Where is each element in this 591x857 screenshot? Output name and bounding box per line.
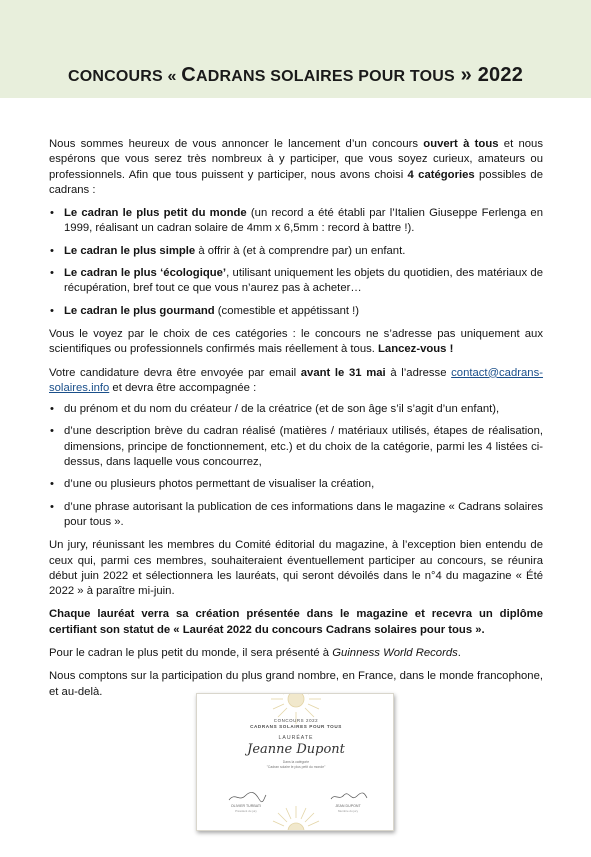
intro-paragraph bbox=[49, 137, 543, 198]
deadline: avant le 31 mai bbox=[300, 366, 386, 379]
category-desc: à offrir à (et à comprendre par) un enfant. bbox=[195, 244, 406, 257]
requirements-list bbox=[49, 402, 543, 530]
intro-text-3: possibles de cadrans : bbox=[49, 168, 543, 196]
submission-text-3: et devra être accompagnée : bbox=[109, 381, 257, 394]
requirement-item: • d’une ou plusieurs photos permettant de visualiser la création, bbox=[49, 477, 543, 492]
laureate-paragraph bbox=[49, 607, 543, 638]
audience-paragraph bbox=[49, 327, 543, 358]
category-item bbox=[49, 206, 543, 237]
audience-bold: Lancez-vous ! bbox=[378, 343, 454, 356]
intro-text-1: Nous sommes heureux de vous annoncer le lancement d’un concours bbox=[49, 138, 424, 150]
signature-left-name: OLIVIER TURBATI bbox=[230, 804, 262, 808]
email-link[interactable]: contact@cadrans-solaires.info bbox=[49, 366, 543, 394]
certificate-small-1: Dans la catégorie bbox=[282, 760, 310, 764]
guinness-paragraph bbox=[49, 646, 543, 661]
category-item bbox=[49, 266, 543, 297]
category-desc: (un record a été établi par l’Italien Giuseppe Ferlenga en 1999, réalisant un cadran solaire de 4mm x 6,5mm : record à battre !). bbox=[64, 207, 543, 235]
guinness-name: Guinness World Records bbox=[332, 647, 458, 660]
submission-paragraph bbox=[49, 366, 543, 397]
intro-text-2: et nous espérons que vous serez très nombreux à y participer, que vous soyez curieux, amateurs ou professionnels. Afin que tous puissent y participer, nous avons choisi bbox=[49, 138, 543, 181]
category-desc: (comestible et appétissant !) bbox=[214, 304, 360, 317]
signature-left-role: Président du jury bbox=[235, 809, 257, 813]
category-name: Le cadran le plus ‘écologique’ bbox=[64, 267, 227, 280]
submission-text-2: à l’adresse bbox=[385, 366, 452, 379]
category-name: Le cadran le plus simple bbox=[64, 244, 196, 257]
signature-right-name: JEAN DUPONT bbox=[335, 804, 361, 808]
signature-left-icon bbox=[227, 790, 267, 804]
certificate-line-3: LAURÉATE bbox=[278, 735, 314, 741]
guinness-text: Pour le cadran le plus petit du monde, il sera présenté à bbox=[49, 647, 333, 660]
page-title bbox=[0, 64, 591, 87]
requirement-item: • d’une description brève du cadran réalisé (matières / matériaux utilisés, étapes de réalisation, dimensions, principe de fonctionnement, etc.) et du choix de la catégorie, parmi les 4 listées ci-dessus, dans laquelle vous concourrez, bbox=[49, 424, 543, 470]
certificate-line-1: CONCOURS 2022 bbox=[273, 718, 319, 723]
signature-right-icon bbox=[329, 790, 369, 804]
jury-paragraph: Un jury, réunissant les membres du Comité éditorial du magazine, à l’exception bien entendu de ceux qui, parmi ces membres, souhaiteraient éventuellement participer au concours, se réunira début juin 2022 et sélectionnera les lauréats, qui seront dévoilés dans le n°4 du magazine « Été 2022 » à paraître mi-juin. bbox=[49, 539, 543, 598]
audience-text: Vous le voyez par le choix de ces catégories : le concours ne s’adresse pas uniquement aux scientifiques ou professionnels confirmés mais réellement à tous. bbox=[49, 327, 543, 356]
laureate-text: Chaque lauréat verra sa création présentée dans le magazine et recevra un diplôme certifiant son statut de « Lauréat 2022 du concours Cadrans solaires pour tous ». bbox=[49, 608, 543, 636]
title-name: ADRANS SOLAIRES POUR TOUS bbox=[195, 68, 455, 85]
guinness-end: . bbox=[457, 647, 461, 660]
title-prefix: CONCOURS « bbox=[67, 68, 182, 85]
title-suffix: » 2022 bbox=[454, 64, 524, 86]
signature-left bbox=[221, 804, 271, 813]
title-capital: C bbox=[181, 64, 196, 86]
category-name: Le cadran le plus gourmand bbox=[64, 304, 215, 317]
category-name: Le cadran le plus petit du monde bbox=[64, 207, 247, 220]
certificate-recipient-name: Jeanne Dupont bbox=[247, 742, 345, 757]
closing-paragraph: Nous comptons sur la participation du plus grand nombre, en France, dans le monde francophone, et au-delà. bbox=[49, 670, 543, 698]
category-item bbox=[49, 304, 543, 319]
intro-bold-1: ouvert à tous bbox=[423, 138, 499, 150]
article-body bbox=[49, 137, 543, 708]
category-desc: , utilisant uniquement les objets du quotidien, des matériaux de récupération, bref tout ce que vous n’aurez pas à acheter… bbox=[64, 267, 543, 295]
category-item bbox=[49, 244, 543, 259]
signature-right-role: Membre du jury bbox=[337, 809, 359, 813]
certificate-line-2: CADRANS SOLAIRES POUR TOUS bbox=[250, 724, 342, 729]
requirement-item: • d’une phrase autorisant la publication de ces informations dans le magazine « Cadrans solaires pour tous ». bbox=[49, 500, 543, 531]
category-list bbox=[49, 206, 543, 319]
requirement-item: • du prénom et du nom du créateur / de la créatrice (et de son âge s’il s’agit d’un enfant), bbox=[49, 402, 543, 417]
intro-bold-2: 4 catégories bbox=[407, 168, 475, 181]
submission-text-1: Votre candidature devra être envoyée par email bbox=[49, 366, 301, 379]
certificate-small-2: "Cadran solaire le plus petit du monde" bbox=[266, 765, 326, 769]
certificate-image bbox=[196, 693, 394, 831]
signature-right bbox=[323, 804, 373, 813]
sun-ornament-bottom-icon bbox=[271, 806, 321, 831]
